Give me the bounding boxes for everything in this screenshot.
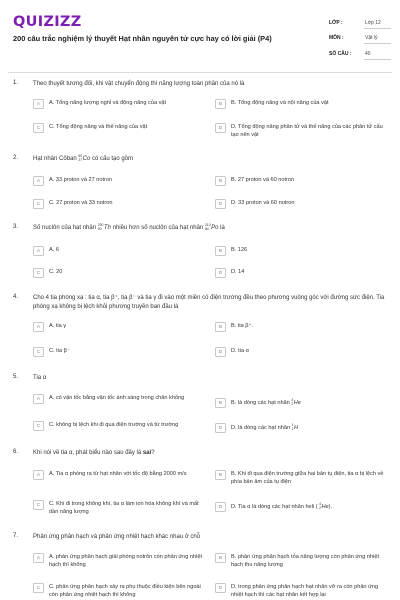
nuclide-numbers [98,224,104,231]
option-text [231,553,391,570]
option-letter-badge: B [215,322,226,332]
option-text [231,398,391,408]
option-text [49,394,209,403]
option-text [49,421,209,430]
option-letter-badge: A [33,246,44,256]
option-letter-badge: D [215,199,226,209]
question-number: 4. [13,294,19,300]
option-letter-badge: D [215,123,226,133]
option-letter-badge: D [215,423,226,433]
option-text-part: D. Tổng động năng phân tử và thế năng của các phân tử cấu tạo nên vật [231,124,383,138]
question-number: 1. [13,80,19,86]
option-text [231,99,391,108]
option-letter-badge: A [33,176,44,186]
question-text [33,533,388,542]
meta-label-count: SỐ CÂU : [329,50,352,57]
option-text [231,176,391,185]
nuclide-symbol: Po [211,225,219,232]
answer-option-d[interactable] [215,583,391,600]
option-text-part: A. Tổng năng lượng nghỉ và động năng của vật [49,100,167,106]
option-text [49,246,209,255]
nuclide-mass: 210 [204,223,211,227]
option-letter-badge: A [33,322,44,332]
option-text [231,583,391,600]
meta-value-count: 40 [364,48,391,60]
option-text [231,347,391,356]
option-letter-badge: C [33,347,44,357]
option-text [49,347,209,356]
meta-value-subject: Vật lý [364,32,391,44]
option-letter-badge: C [33,123,44,133]
option-letter-badge: A [33,99,44,109]
option-text-part: C. Tổng động năng và thế năng của vật [49,124,148,130]
option-text-part: B. là dòng các hạt nhân [231,400,292,407]
answer-option-d[interactable] [215,423,391,433]
meta-label-subject: MÔN : [329,35,344,42]
option-text [49,176,209,185]
nuclide [292,424,298,433]
option-letter-badge: B [215,246,226,256]
option-letter-badge: D [215,268,226,278]
option-text-part: B. phản ứng phân hạch tỏa năng lượng còn phản ứng nhiệt hạch thu năng lượng [231,554,380,568]
option-text [231,423,391,433]
answer-option-c[interactable] [33,500,209,517]
option-letter-badge: B [215,176,226,186]
option-text-part: A. có vận tốc bằng vận tốc ánh sáng trong chân không [49,395,185,401]
answer-option-a[interactable] [33,99,209,109]
nuclide-mass: 230 [97,223,104,227]
option-text-part: B. 126 [231,247,248,253]
nuclide-mass: 60 [78,154,83,158]
option-text [231,246,391,255]
question-text-part: ? [151,450,155,456]
option-text [231,470,391,487]
option-text [231,322,391,331]
question-text [33,449,388,458]
option-text [49,470,209,479]
question-text [33,80,388,89]
answer-option-c[interactable] [33,268,209,278]
answer-option-d[interactable] [215,199,391,209]
option-text [49,500,209,517]
option-letter-badge: C [33,268,44,278]
option-text-part: D. Tia α là dòng các hạt nhân heli ( [231,504,320,511]
answer-option-b[interactable] [215,470,391,487]
nuclide-symbol: He [293,400,301,407]
option-text-part: A. phản ứng phân hạch giải phóng notrôn còn phản ứng nhiệt hạch thì không [49,554,203,568]
option-text [49,553,209,570]
nuclide-symbol: He [321,504,329,511]
option-text-part: C. Khi đi trong không khí, tia α làm ion hóa không khí và mất dần năng lượng [49,501,199,515]
answer-option-c[interactable] [33,421,209,431]
answer-option-b[interactable] [215,398,391,408]
question-text-emphasis: sai [142,450,152,456]
answer-option-d[interactable] [215,268,391,278]
option-text [49,268,209,277]
option-text-part: A. 33 proton và 27 notron [49,177,113,183]
nuclide-charge: 1 [291,426,294,431]
nuclide [98,224,111,233]
nuclide-charge: 2 [319,505,322,510]
question-text [33,294,388,312]
meta-value-class: Lớp 12 [364,17,391,29]
answer-option-c[interactable] [33,199,209,209]
nuclide-symbol: Co [82,156,91,163]
answer-option-b[interactable] [215,99,391,109]
answer-option-a[interactable] [33,246,209,256]
answer-option-b[interactable] [215,553,391,570]
question-number: 5. [13,374,19,380]
option-text-part: D. là dòng các hạt nhân [231,425,292,432]
answer-option-c[interactable] [33,347,209,357]
option-letter-badge: A [33,553,44,563]
option-text [49,199,209,208]
option-text-part: C. phản ứng phân hạch xảy ra phụ thuộc điều kiện bên ngoài còn phản ứng nhiệt hạch thì không [49,584,201,598]
option-text [231,123,391,140]
option-letter-badge: A [33,394,44,404]
option-letter-badge: D [215,502,226,512]
option-text-part: D. trong phản ứng phân hạch hạt nhân vỡ ra còn phản ứng nhiệt hạch thì các hạt nhân kết hợp lại [231,584,379,598]
quizizz-logo: QUIZIZZ [13,14,82,30]
answer-option-b[interactable] [215,176,391,186]
question-text-part: Cho 4 tia phóng xạ : tia α, tia β⁺, tia β⁻ và tia γ đi vào một miền có điện trường đều theo phương vuông góc với đường sức điện. Tia phóng xạ không bị lệch khỏi phương truyền ban đầu là [33,295,385,310]
nuclide-charge: 84 [204,226,209,231]
nuclide-symbol: H [294,425,299,432]
option-text-part: B. tia β⁺. [231,323,254,329]
option-text-part: ). [328,504,333,511]
option-text-part: D. tia α [231,348,249,354]
option-text [49,123,209,132]
option-letter-badge: B [215,553,226,563]
option-text-part: A. 6 [49,247,59,253]
option-text-part: B. Tổng động năng và nội năng của vật [231,100,329,106]
question-text-part: Khi nói về tia α, phát biểu nào sau đây là [33,450,143,456]
option-letter-badge: B [215,99,226,109]
answer-option-a[interactable] [33,322,209,332]
nuclide-symbol: Th [103,225,111,232]
option-text-part: C. 20 [49,269,63,275]
option-text-part: C. không bị lệch khi đi qua điện trường và từ trường [49,422,179,428]
question-text-part: Theo thuyết tương đối, khi vật chuyển động thì năng lượng toàn phần của nó là [33,81,245,87]
question-text [33,224,388,233]
option-text-part: D. 14 [231,269,245,275]
question-number: 2. [13,155,19,161]
option-text [49,322,209,331]
option-text [231,199,391,208]
option-letter-badge: B [215,470,226,480]
option-text [231,502,391,512]
answer-option-c[interactable] [33,123,209,133]
question-text-part: Hạt nhân Côban [33,156,79,163]
option-letter-badge: C [33,583,44,593]
option-letter-badge: C [33,199,44,209]
option-text-part: B. Khi đi qua điện trường giữa hai bản tụ điện, tia α bị lệch về phía bản âm của tụ điện [231,471,384,485]
nuclide [205,224,219,233]
option-text-part: C. tia β⁻ [49,348,70,354]
option-text-part: D. 33 proton và 60 notron [231,200,295,206]
answer-option-d[interactable] [215,123,391,140]
question-text [33,374,388,383]
nuclide-mass: 4 [319,502,322,506]
nuclide [291,399,301,408]
question-number: 6. [13,449,19,455]
answer-option-b[interactable] [215,322,391,332]
question-text-part: Phản ứng phân hạch và phản ứng nhiệt hạch khác nhau ở chỗ [33,534,201,540]
option-letter-badge: D [215,583,226,593]
question-text-part: có cấu tạo gồm [90,156,134,163]
question-text [33,155,388,164]
option-text [49,583,209,600]
question-text-part: Tia α [33,375,47,381]
option-text-part: A. Tia α phóng ra từ hạt nhân với tốc độ bằng 2000 m/s [49,471,187,477]
option-letter-badge: A [33,470,44,480]
option-text-part: B. 27 proton và 60 notron [231,177,295,183]
answer-option-a[interactable] [33,470,209,480]
answer-option-d[interactable] [215,347,391,357]
answer-option-d[interactable] [215,502,391,512]
worksheet-title: 200 câu trắc nghiệm lý thuyết Hạt nhân nguyên tử cực hay có lời giải (P4) [13,34,272,43]
option-letter-badge: C [33,421,44,431]
nuclide-numbers [78,155,82,162]
option-text [231,268,391,277]
nuclide [319,503,329,512]
answer-option-c[interactable] [33,583,209,600]
question-number: 7. [13,533,19,539]
option-text-part: A. tia γ [49,323,67,329]
nuclide-mass: 4 [291,398,294,402]
answer-option-b[interactable] [215,246,391,256]
answer-option-a[interactable] [33,553,209,570]
option-letter-badge: D [215,347,226,357]
nuclide-charge: 27 [78,157,83,162]
nuclide-mass: 1 [291,423,294,427]
answer-option-a[interactable] [33,394,209,404]
answer-option-a[interactable] [33,176,209,186]
nuclide-numbers [205,224,211,231]
nuclide [78,155,90,164]
nuclide-charge: 90 [97,226,102,231]
option-letter-badge: C [33,500,44,510]
question-text-part: Số nuclôn của hạt nhân [33,225,98,232]
option-letter-badge: B [215,398,226,408]
option-text [49,99,209,108]
meta-label-class: LỚP : [329,19,343,26]
option-text-part: C. 27 proton và 33 notron [49,200,113,206]
question-number: 3. [13,224,19,230]
nuclide-charge: 2 [291,401,294,406]
question-text-part: là [218,225,225,232]
question-text-part: nhiều hơn số nuclôn của hạt nhân [110,225,205,232]
